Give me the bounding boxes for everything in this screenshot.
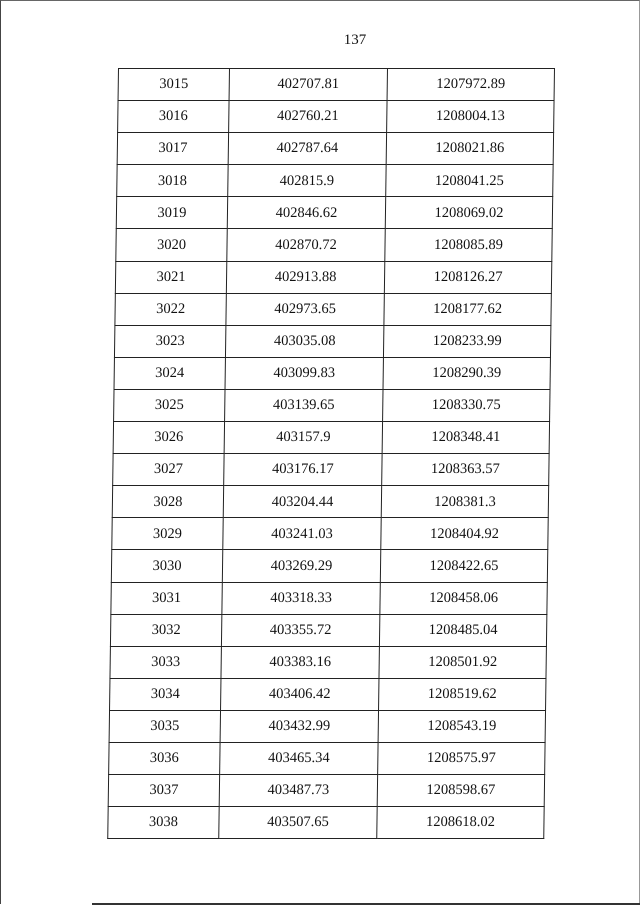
x-coordinate-cell: 403176.17 bbox=[224, 454, 382, 486]
x-coordinate-cell: 403099.83 bbox=[225, 357, 383, 389]
y-coordinate-cell: 1208575.97 bbox=[378, 742, 545, 774]
table-row bbox=[111, 582, 547, 614]
point-id-cell: 3023 bbox=[114, 325, 225, 357]
x-coordinate-cell: 403383.16 bbox=[221, 646, 379, 678]
table-row bbox=[116, 229, 552, 261]
x-coordinate-cell: 403269.29 bbox=[222, 550, 380, 582]
point-id-cell: 3026 bbox=[113, 422, 224, 454]
point-id-cell: 3031 bbox=[111, 582, 222, 614]
y-coordinate-cell: 1208069.02 bbox=[385, 197, 552, 229]
point-id-cell: 3019 bbox=[116, 197, 227, 229]
table-row bbox=[112, 486, 548, 518]
x-coordinate-cell: 403318.33 bbox=[222, 582, 380, 614]
table-row bbox=[118, 69, 554, 101]
point-id-cell: 3037 bbox=[108, 775, 219, 807]
point-id-cell: 3036 bbox=[109, 742, 220, 774]
table-row bbox=[108, 807, 544, 839]
y-coordinate-cell: 1208004.13 bbox=[387, 101, 554, 133]
table-row bbox=[113, 422, 549, 454]
point-id-cell: 3020 bbox=[116, 229, 227, 261]
table-row bbox=[117, 165, 553, 197]
x-coordinate-cell: 403487.73 bbox=[219, 775, 377, 807]
y-coordinate-cell: 1208126.27 bbox=[384, 261, 551, 293]
y-coordinate-cell: 1208233.99 bbox=[383, 325, 550, 357]
table-row bbox=[115, 293, 551, 325]
table-row bbox=[112, 518, 548, 550]
table-row bbox=[118, 101, 554, 133]
table-row bbox=[110, 614, 546, 646]
point-id-cell: 3035 bbox=[109, 710, 220, 742]
coordinate-table-body bbox=[108, 69, 555, 839]
x-coordinate-cell: 403157.9 bbox=[224, 422, 382, 454]
y-coordinate-cell: 1208598.67 bbox=[377, 775, 544, 807]
y-coordinate-cell: 1208485.04 bbox=[379, 614, 546, 646]
table-row bbox=[113, 454, 549, 486]
y-coordinate-cell: 1208519.62 bbox=[379, 678, 546, 710]
y-coordinate-cell: 1208330.75 bbox=[383, 389, 550, 421]
table-row bbox=[109, 710, 545, 742]
table-row bbox=[108, 775, 544, 807]
x-coordinate-cell: 402760.21 bbox=[229, 101, 387, 133]
point-id-cell: 3028 bbox=[112, 486, 223, 518]
point-id-cell: 3029 bbox=[112, 518, 223, 550]
point-id-cell: 3018 bbox=[117, 165, 228, 197]
y-coordinate-cell: 1208404.92 bbox=[381, 518, 548, 550]
x-coordinate-cell: 403355.72 bbox=[221, 614, 379, 646]
y-coordinate-cell: 1208363.57 bbox=[382, 454, 549, 486]
x-coordinate-cell: 403241.03 bbox=[223, 518, 381, 550]
table-row bbox=[117, 133, 553, 165]
table-row bbox=[114, 325, 550, 357]
y-coordinate-cell: 1208021.86 bbox=[386, 133, 553, 165]
x-coordinate-cell: 402815.9 bbox=[228, 165, 386, 197]
table-row bbox=[114, 389, 550, 421]
x-coordinate-cell: 402973.65 bbox=[226, 293, 384, 325]
x-coordinate-cell: 403035.08 bbox=[225, 325, 383, 357]
point-id-cell: 3027 bbox=[113, 454, 224, 486]
table-row bbox=[111, 550, 547, 582]
table-row bbox=[110, 678, 546, 710]
point-id-cell: 3017 bbox=[117, 133, 228, 165]
point-id-cell: 3022 bbox=[115, 293, 226, 325]
y-coordinate-cell: 1208543.19 bbox=[378, 710, 545, 742]
point-id-cell: 3033 bbox=[110, 646, 221, 678]
coordinate-table bbox=[107, 68, 555, 839]
y-coordinate-cell: 1208177.62 bbox=[384, 293, 551, 325]
x-coordinate-cell: 403406.42 bbox=[221, 678, 379, 710]
x-coordinate-cell: 403204.44 bbox=[223, 486, 381, 518]
page-number: 137 bbox=[343, 32, 367, 48]
point-id-cell: 3034 bbox=[110, 678, 221, 710]
x-coordinate-cell: 402870.72 bbox=[227, 229, 385, 261]
y-coordinate-cell: 1208041.25 bbox=[386, 165, 553, 197]
point-id-cell: 3032 bbox=[110, 614, 221, 646]
y-coordinate-cell: 1208618.02 bbox=[377, 807, 544, 839]
y-coordinate-cell: 1208501.92 bbox=[379, 646, 546, 678]
point-id-cell: 3015 bbox=[118, 69, 229, 101]
point-id-cell: 3025 bbox=[114, 389, 225, 421]
y-coordinate-cell: 1208458.06 bbox=[380, 582, 547, 614]
y-coordinate-cell: 1208422.65 bbox=[380, 550, 547, 582]
y-coordinate-cell: 1208290.39 bbox=[383, 357, 550, 389]
y-coordinate-cell: 1207972.89 bbox=[387, 69, 554, 101]
table-row bbox=[114, 357, 550, 389]
point-id-cell: 3024 bbox=[114, 357, 225, 389]
x-coordinate-cell: 402787.64 bbox=[228, 133, 386, 165]
x-coordinate-cell: 403432.99 bbox=[220, 710, 378, 742]
table-row bbox=[109, 742, 545, 774]
x-coordinate-cell: 402913.88 bbox=[226, 261, 384, 293]
x-coordinate-cell: 403507.65 bbox=[219, 807, 377, 839]
table-row bbox=[116, 197, 552, 229]
y-coordinate-cell: 1208348.41 bbox=[382, 422, 549, 454]
x-coordinate-cell: 402707.81 bbox=[229, 69, 387, 101]
point-id-cell: 3021 bbox=[115, 261, 226, 293]
point-id-cell: 3016 bbox=[118, 101, 229, 133]
x-coordinate-cell: 403139.65 bbox=[225, 389, 383, 421]
table-row bbox=[115, 261, 551, 293]
x-coordinate-cell: 403465.34 bbox=[220, 742, 378, 774]
y-coordinate-cell: 1208085.89 bbox=[385, 229, 552, 261]
y-coordinate-cell: 1208381.3 bbox=[381, 486, 548, 518]
x-coordinate-cell: 402846.62 bbox=[227, 197, 385, 229]
point-id-cell: 3038 bbox=[108, 807, 219, 839]
table-row bbox=[110, 646, 546, 678]
point-id-cell: 3030 bbox=[111, 550, 222, 582]
